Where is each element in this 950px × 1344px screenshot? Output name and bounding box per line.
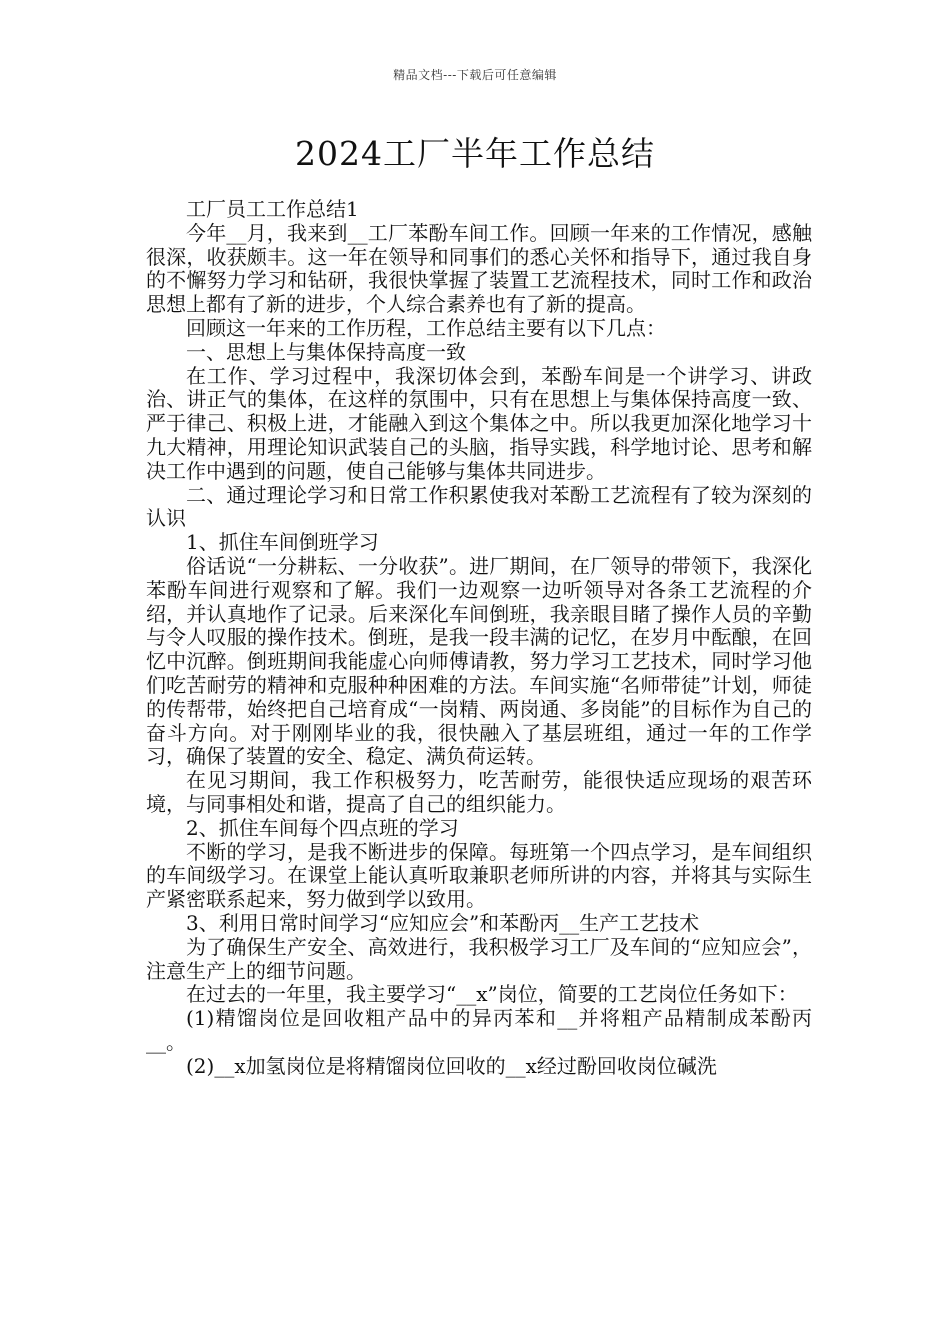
header-note: 精品文档---下载后可任意编辑 <box>393 68 557 82</box>
subsection-heading: 1、抓住车间倒班学习 <box>186 530 379 555</box>
paragraph: 今年__月，我来到__工厂苯酚车间工作。回顾一年来的工作情况，感触很深，收获颇丰。这一年在领导和同事们的悉心关怀和指导下，通过我自身的不懈努力学习和钻研，我很快掌握了装置工艺流程技术，同时工作和政治思想上都有了新的进步，个人综合素养也有了新的提高。 <box>146 220 812 317</box>
paragraph: 在过去的一年里，我主要学习“__x”岗位，简要的工艺岗位任务如下： <box>186 982 798 1007</box>
paragraph-subtitle: 工厂员工工作总结1 <box>186 197 359 221</box>
paragraph: 不断的学习，是我不断进步的保障。每班第一个四点学习，是车间组织的车间级学习。在课堂上能认真听取兼职老师所讲的内容，并将其与实际生产紧密联系起来，努力做到学以致用。 <box>146 839 812 912</box>
list-item: (2)__x加氢岗位是将精馏岗位回收的__x经过酚回收岗位碱洗 <box>186 1053 717 1078</box>
paragraph: 为了确保生产安全、高效进行，我积极学习工厂及车间的“应知应会”，注意生产上的细节问题。 <box>146 934 812 983</box>
document-body <box>146 198 812 1078</box>
paragraph: 在见习期间，我工作积极努力，吃苦耐劳，能很快适应现场的艰苦环境，与同事相处和谐，提高了自己的组织能力。 <box>146 768 812 816</box>
paragraph: 在工作、学习过程中，我深切体会到，苯酚车间是一个讲学习、讲政治、讲正气的集体，在这样的氛围中，只有在思想上与集体保持高度一致、严于律己、积极上进，才能融入到这个集体之中。所以我更加深化地学习十九大精神，用理论知识武装自己的头脑，指导实践，科学地讨论、思考和解决工作中遇到的问题，使自己能够与集体共同进步。 <box>146 363 812 483</box>
paragraph: 回顾这一年来的工作历程，工作总结主要有以下几点： <box>186 315 666 340</box>
subsection-heading: 3、利用日常时间学习“应知应会”和苯酚丙__生产工艺技术 <box>186 910 700 935</box>
list-item: (1)精馏岗位是回收粗产品中的异丙苯和__并将粗产品精制成苯酚丙__。 <box>146 1006 812 1054</box>
section-heading: 二、通过理论学习和日常工作积累使我对苯酚工艺流程有了较为深刻的认识 <box>146 482 812 531</box>
document-title: 2024工厂半年工作总结 <box>295 134 655 173</box>
subsection-heading: 2、抓住车间每个四点班的学习 <box>186 815 459 840</box>
section-heading: 一、思想上与集体保持高度一致 <box>186 339 466 364</box>
paragraph: 俗话说“一分耕耘、一分收获”。进厂期间，在厂领导的带领下，我深化苯酚车间进行观察和了解。我们一边观察一边听领导对各条工艺流程的介绍，并认真地作了记录。后来深化车间倒班，我亲眼目睹了操作人员的辛勤与令人叹服的操作技术。倒班，是我一段丰满的记忆，在岁月中酝酿，在回忆中沉醉。倒班期间我能虚心向师傅请教，努力学习工艺技术，同时学习他们吃苦耐劳的精神和克服种种困难的方法。车间实施“名师带徒”计划，师徒的传帮带，始终把自己培育成“一岗精、两岗通、多岗能”的目标作为自己的奋斗方向。对于刚刚毕业的我，很快融入了基层班组，通过一年的工作学习，确保了装置的安全、稳定、满负荷运转。 <box>146 553 812 769</box>
